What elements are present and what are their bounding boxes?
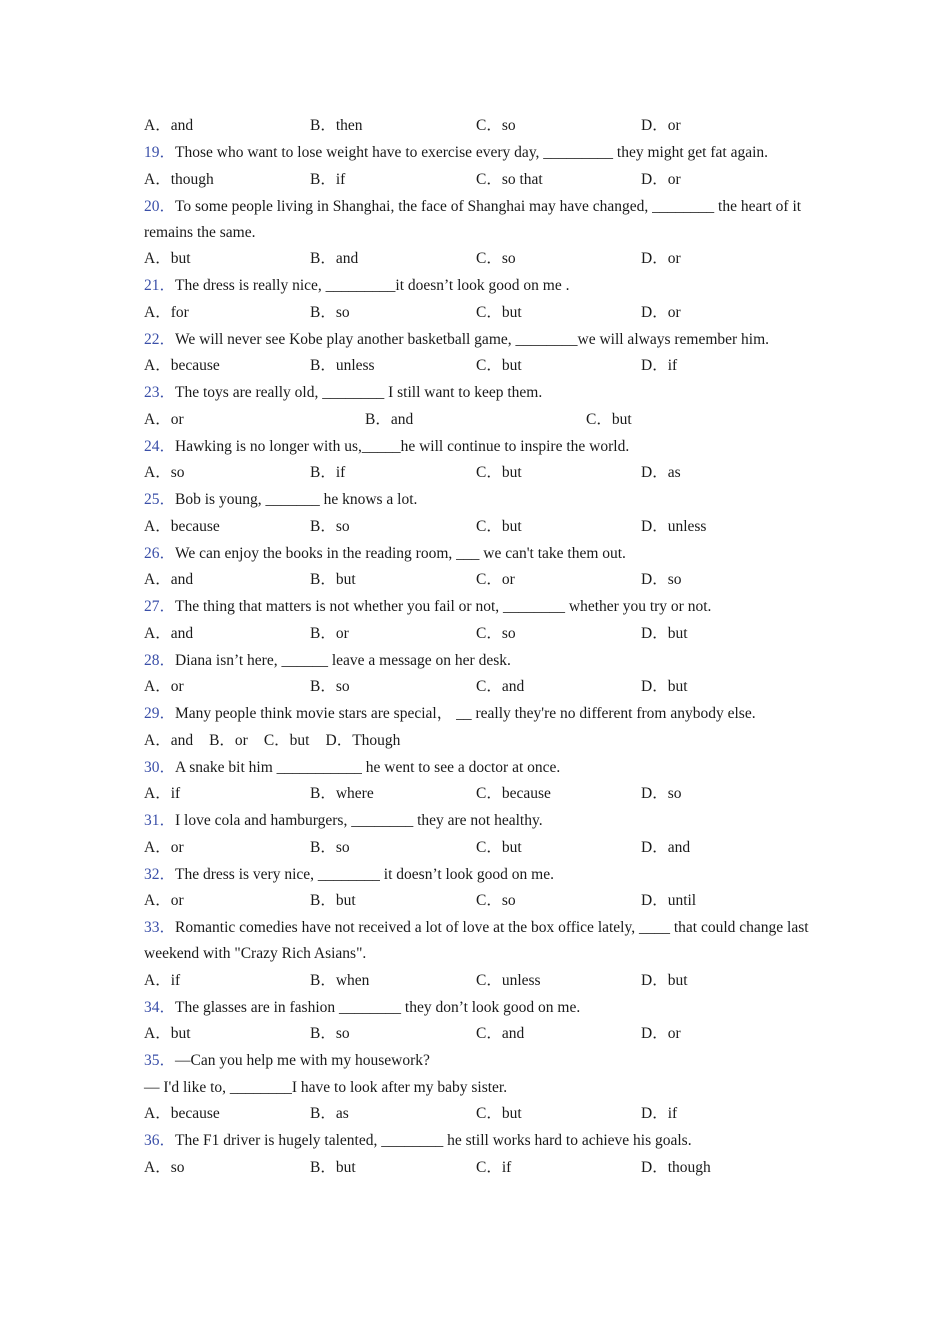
option-a: A．or	[144, 678, 184, 695]
option-c: C．but	[476, 464, 522, 481]
option-b: B．or	[209, 731, 248, 749]
option-a: A．because	[144, 1105, 220, 1122]
options-row	[144, 728, 814, 755]
option-c: C．and	[476, 1025, 525, 1042]
question-27	[144, 594, 814, 620]
question-text: A snake bit him ___________ he went to see a doctor at once.	[175, 758, 561, 776]
option-c: C．but	[586, 410, 632, 428]
option-b: B．so	[310, 517, 350, 535]
option-a: A．or	[144, 892, 184, 909]
option-b: B．when	[310, 971, 370, 989]
options-row	[144, 888, 814, 915]
question-number: 27．	[144, 598, 176, 615]
option-c: C．so	[476, 250, 516, 267]
options-row	[144, 1101, 814, 1128]
option-a: A．but	[144, 250, 191, 267]
question-text: Hawking is no longer with us,_____he will continue to inspire the world.	[175, 437, 630, 455]
option-a: A．because	[144, 517, 220, 535]
option-c: C．but	[476, 517, 522, 535]
options-row	[144, 514, 814, 541]
option-d: D．so	[641, 571, 682, 588]
option-a: A．so	[144, 464, 185, 481]
question-number: 36．	[144, 1132, 176, 1149]
options-row	[144, 621, 814, 648]
question-text: —Can you help me with my housework?	[175, 1052, 430, 1069]
question-19	[144, 140, 814, 166]
question-text: The F1 driver is hugely talented, ________ he still works hard to achieve his goals.	[175, 1132, 692, 1149]
option-b: B．but	[310, 1158, 356, 1176]
option-c: C．so	[476, 117, 516, 134]
question-35-reply	[144, 1075, 814, 1101]
question-number: 30．	[144, 758, 176, 776]
question-number: 28．	[144, 651, 176, 669]
option-a: A．and	[144, 731, 194, 749]
option-c: C．but	[476, 357, 522, 374]
options-row	[144, 781, 814, 808]
option-d: D．unless	[641, 517, 707, 535]
option-c: C．or	[476, 571, 515, 588]
option-c: C．and	[476, 678, 525, 695]
option-a: A．if	[144, 785, 181, 802]
option-b: B．as	[310, 1105, 349, 1122]
question-25	[144, 487, 814, 513]
option-b: B．unless	[310, 357, 375, 374]
option-b: B．but	[310, 892, 356, 909]
question-text: Bob is young, _______ he knows a lot.	[175, 491, 418, 508]
option-b: B．if	[310, 170, 346, 188]
question-text: The toys are really old, ________ I still want to keep them.	[175, 384, 543, 401]
option-c: C．so that	[476, 170, 543, 188]
options-row	[144, 167, 814, 194]
option-b: B．so	[310, 678, 350, 695]
options-row	[144, 113, 814, 140]
question-text: The dress is really nice, _________it doesn’t look good on me .	[175, 277, 570, 294]
option-d: D．or	[641, 303, 681, 321]
question-text: Diana isn’t here, ______ leave a message on her desk.	[175, 651, 511, 669]
question-number: 19．	[144, 144, 176, 161]
question-24	[144, 434, 814, 460]
option-b: B．and	[365, 410, 414, 428]
worksheet-page	[144, 113, 814, 1181]
question-number: 21．	[144, 277, 176, 294]
option-b: B．then	[310, 117, 363, 134]
question-30	[144, 755, 814, 781]
question-29	[144, 701, 814, 727]
options-row	[144, 460, 814, 487]
question-22	[144, 327, 814, 353]
option-d: D．as	[641, 464, 681, 481]
option-b: B．and	[310, 250, 359, 267]
options-row	[144, 1155, 814, 1182]
question-21	[144, 273, 814, 299]
option-a: A．but	[144, 1025, 191, 1042]
option-d: D．and	[641, 838, 691, 856]
option-b: B．so	[310, 1025, 350, 1042]
question-35	[144, 1048, 814, 1074]
option-c: C．so	[476, 892, 516, 909]
option-d: D．but	[641, 678, 688, 695]
question-number: 25．	[144, 491, 176, 508]
option-d: D．so	[641, 785, 682, 802]
question-32	[144, 862, 814, 888]
option-c: C．unless	[476, 971, 541, 989]
option-b: B．so	[310, 838, 350, 856]
option-c: C．so	[476, 624, 516, 642]
option-d: D．though	[641, 1158, 711, 1176]
question-number: 26．	[144, 544, 176, 562]
options-row	[144, 1021, 814, 1048]
option-a: A．and	[144, 571, 194, 588]
question-36	[144, 1128, 814, 1154]
option-d: D．or	[641, 1025, 681, 1042]
options-row	[144, 567, 814, 594]
question-text: Many people think movie stars are special， __ really they're no different from anybody else.	[175, 705, 756, 722]
option-d: D．Though	[325, 731, 401, 749]
options-row	[144, 674, 814, 701]
option-d: D．until	[641, 892, 697, 909]
question-34	[144, 995, 814, 1021]
option-b: B．so	[310, 303, 350, 321]
option-b: B．if	[310, 464, 346, 481]
option-a: A．or	[144, 410, 184, 428]
option-c: C．but	[476, 303, 522, 321]
question-text: Romantic comedies have not received a lot of love at the box office lately, ____ that could change last weekend with "Crazy Rich Asians".	[144, 919, 809, 962]
question-20	[144, 194, 814, 246]
question-number: 31．	[144, 812, 176, 829]
question-number: 24．	[144, 437, 176, 455]
option-d: D．if	[641, 357, 678, 374]
question-number: 22．	[144, 330, 176, 348]
question-text: — I'd like to, ________I have to look after my baby sister.	[144, 1078, 508, 1096]
question-number: 32．	[144, 865, 176, 883]
question-28	[144, 648, 814, 674]
question-text: I love cola and hamburgers, ________ they are not healthy.	[175, 812, 543, 829]
option-d: D．or	[641, 170, 681, 188]
question-text: We will never see Kobe play another basketball game, ________we will always remember him.	[175, 330, 770, 348]
option-a: A．and	[144, 117, 194, 134]
question-number: 29．	[144, 705, 176, 722]
options-row	[144, 300, 814, 327]
option-a: A．or	[144, 838, 184, 856]
option-a: A．and	[144, 624, 194, 642]
options-row	[144, 246, 814, 273]
options-row	[144, 835, 814, 862]
option-a: A．so	[144, 1158, 185, 1176]
question-33	[144, 915, 814, 967]
option-c: C．but	[476, 838, 522, 856]
option-d: D．or	[641, 250, 681, 267]
question-31	[144, 808, 814, 834]
question-text: The dress is very nice, ________ it doesn’t look good on me.	[175, 865, 554, 883]
option-a: A．for	[144, 303, 189, 321]
option-d: D．if	[641, 1105, 678, 1122]
options-row	[144, 968, 814, 995]
options-row	[144, 353, 814, 380]
option-d: D．or	[641, 117, 681, 134]
option-b: B．or	[310, 624, 349, 642]
option-b: B．but	[310, 571, 356, 588]
option-a: A．though	[144, 170, 214, 188]
question-number: 23．	[144, 384, 176, 401]
question-text: To some people living in Shanghai, the face of Shanghai may have changed, ________ the heart of it remains the same.	[144, 197, 802, 241]
option-c: C．because	[476, 785, 551, 802]
question-number: 35．	[144, 1052, 176, 1069]
question-text: The thing that matters is not whether you fail or not, ________ whether you try or not.	[175, 598, 712, 615]
option-d: D．but	[641, 624, 688, 642]
question-number: 34．	[144, 998, 176, 1016]
question-text: The glasses are in fashion ________ they don’t look good on me.	[175, 998, 581, 1016]
question-number: 33．	[144, 919, 176, 936]
options-row	[144, 407, 814, 434]
option-a: A．because	[144, 357, 220, 374]
option-c: C．but	[263, 731, 310, 749]
question-text: We can enjoy the books in the reading room, ___ we can't take them out.	[175, 544, 626, 562]
question-number: 20．	[144, 197, 176, 215]
option-d: D．but	[641, 971, 688, 989]
option-c: C．if	[476, 1158, 512, 1176]
option-c: C．but	[476, 1105, 522, 1122]
question-23	[144, 380, 814, 406]
option-a: A．if	[144, 971, 181, 989]
option-b: B．where	[310, 785, 374, 802]
question-text: Those who want to lose weight have to exercise every day, _________ they might get fat again.	[175, 144, 769, 161]
question-26	[144, 541, 814, 567]
